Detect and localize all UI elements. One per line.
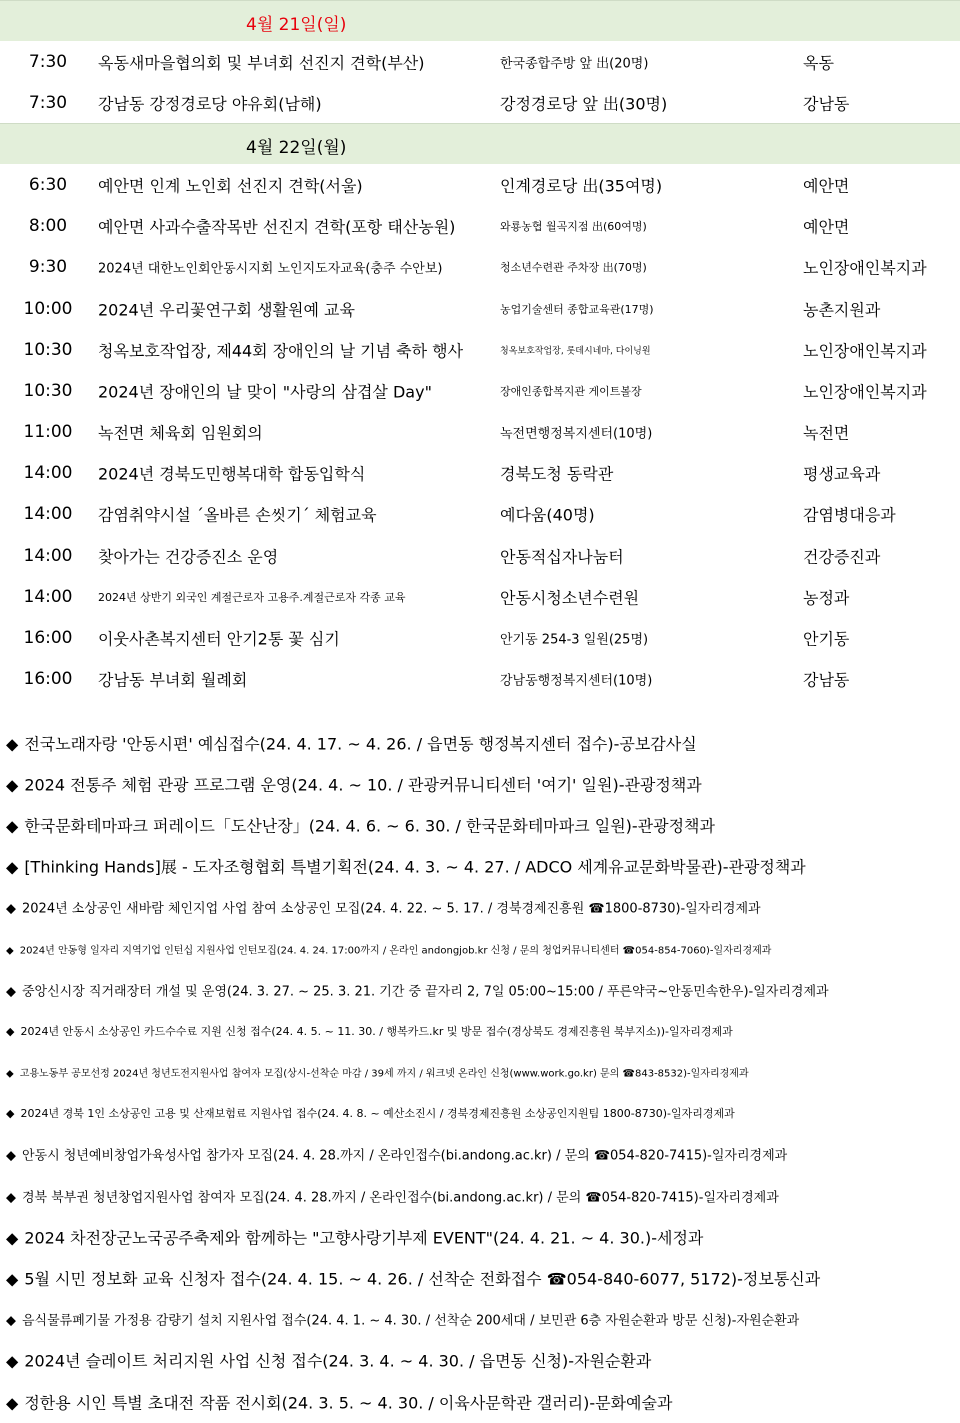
schedule-row — [0, 659, 960, 700]
notice-item — [0, 763, 960, 804]
notice-item — [0, 1299, 960, 1340]
notice-text: 전국노래자랑 '안동시편' 예심접수(24. 4. 17. ~ 4. 26. / 읍면동 행정복지센터 접수)-공보감사실 — [24, 734, 697, 754]
event-department: 예안면 — [803, 176, 850, 196]
event-time: 14:00 — [23, 504, 73, 525]
event-department: 농촌지원과 — [803, 300, 881, 320]
event-place: 안동시청소년수련원 — [500, 588, 640, 608]
notice-text: 정한용 시인 특별 초대전 작품 전시회(24. 3. 5. ~ 4. 30. / 이육사문학관 갤러리)-문화예술과 — [24, 1393, 673, 1413]
schedule-row — [0, 453, 960, 494]
event-department: 강남동 — [803, 94, 850, 114]
notice-item — [0, 1093, 960, 1134]
diamond-bullet-icon: ◆ — [6, 775, 19, 795]
schedule-row — [0, 329, 960, 370]
diamond-bullet-icon: ◆ — [6, 857, 19, 877]
schedule-row — [0, 41, 960, 82]
event-time: 14:00 — [23, 463, 73, 484]
diamond-bullet-icon: ◆ — [6, 816, 19, 836]
notice-item — [0, 1257, 960, 1298]
event-time: 14:00 — [23, 586, 73, 607]
notice-text: 2024년 안동형 일자리 지역기업 인턴십 지원사업 인턴모집(24. 4. 24. 17:00까지 / 온라인 andongjob.kr 신청 / 문의 청업커뮤니티센터 ☎054-854-7060)-일자리경제과 — [19, 945, 772, 957]
event-time: 7:30 — [28, 92, 68, 113]
event-title: 감염취약시설 ´올바른 손씻기´ 체험교육 — [98, 505, 377, 525]
event-title: 2024년 경북도민행복대학 합동입학식 — [98, 464, 366, 484]
event-department: 건강증진과 — [803, 547, 881, 567]
event-time: 7:30 — [28, 51, 68, 72]
notice-item — [0, 1381, 960, 1422]
event-time: 8:00 — [28, 216, 68, 237]
event-place: 경북도청 동락관 — [500, 464, 614, 484]
event-place: 강정경로당 앞 出(30명) — [500, 94, 668, 114]
event-time: 16:00 — [23, 669, 73, 690]
diamond-bullet-icon: ◆ — [6, 1190, 16, 1206]
diamond-bullet-icon: ◆ — [6, 945, 14, 957]
notice-item — [0, 804, 960, 845]
event-title: 강남동 부녀회 월례회 — [98, 670, 248, 690]
event-place: 안기동 254-3 일원(25명) — [500, 632, 649, 648]
schedule-row — [0, 206, 960, 247]
event-department: 안기동 — [803, 629, 850, 649]
notice-item — [0, 1340, 960, 1381]
date-header: 4월 21일(일) — [0, 0, 960, 41]
diamond-bullet-icon: ◆ — [6, 901, 16, 917]
schedule-row — [0, 494, 960, 535]
notice-item — [0, 722, 960, 763]
notice-item — [0, 1010, 960, 1051]
event-place: 예다움(40명) — [500, 505, 595, 525]
notice-item — [0, 846, 960, 887]
event-department: 노인장애인복지과 — [803, 258, 927, 278]
schedule-table — [0, 0, 960, 700]
diamond-bullet-icon: ◆ — [6, 1351, 19, 1371]
notice-text: 2024년 소상공인 새바람 체인지업 사업 참여 소상공인 모집(24. 4. 22. ~ 5. 17. / 경북경제진흥원 ☎1800-8730)-일자리경제과 — [22, 901, 761, 917]
schedule-row — [0, 164, 960, 205]
event-place: 농업기술센터 종합교육관(17명) — [500, 302, 654, 316]
notice-item — [0, 887, 960, 928]
event-place: 청옥보호작업장, 롯데시네마, 다이닝원 — [500, 346, 651, 357]
event-department: 강남동 — [803, 670, 850, 690]
event-place: 한국종합주방 앞 出(20명) — [500, 56, 649, 72]
event-time: 6:30 — [28, 174, 68, 195]
event-department: 녹전면 — [803, 423, 850, 443]
notice-text: 2024 차전장군노국공주축제와 함께하는 "고향사랑기부제 EVENT"(24. 4. 21. ~ 4. 30.)-세정과 — [24, 1228, 704, 1248]
schedule-row — [0, 576, 960, 617]
diamond-bullet-icon: ◆ — [6, 1313, 16, 1329]
event-department: 노인장애인복지과 — [803, 341, 927, 361]
event-place: 장애인종합복지관 게이트볼장 — [500, 384, 642, 398]
diamond-bullet-icon: ◆ — [6, 1068, 14, 1080]
notice-text: 고용노동부 공모선정 2024년 청년도전지원사업 참여자 모집(상시-선착순 마감 / 39세 까지 / 워크넷 온라인 신청(www.work.go.kr) 문의 ☎843-8532)-일자리경제과 — [19, 1068, 749, 1080]
event-title: 강남동 강정경로당 야유회(남해) — [98, 94, 322, 114]
event-title: 예안면 인계 노인회 선진지 견학(서울) — [98, 176, 363, 196]
notice-text: 한국문화테마파크 퍼레이드「도산난장」(24. 4. 6. ~ 6. 30. / 한국문화테마파크 일원)-관광정책과 — [24, 816, 715, 836]
diamond-bullet-icon: ◆ — [6, 1228, 19, 1248]
event-department: 농정과 — [803, 588, 850, 608]
diamond-bullet-icon: ◆ — [6, 734, 19, 754]
event-time: 9:30 — [28, 257, 68, 278]
notice-text: 2024 전통주 체험 관광 프로그램 운영(24. 4. ~ 10. / 관광커뮤니티센터 '여기' 일원)-관광정책과 — [24, 775, 702, 795]
event-title: 2024년 대한노인회안동시지회 노인지도자교육(충주 수안보) — [98, 261, 443, 277]
diamond-bullet-icon: ◆ — [6, 1024, 15, 1038]
event-department: 감염병대응과 — [803, 505, 896, 525]
event-time: 16:00 — [23, 628, 73, 649]
schedule-row — [0, 535, 960, 576]
event-title: 찾아가는 건강증진소 운영 — [98, 547, 279, 567]
notice-text: 음식물류폐기물 가정용 감량기 설치 지원사업 접수(24. 4. 1. ~ 4. 30. / 선착순 200세대 / 보민관 6층 자원순환과 방문 신청)-자원순환과 — [22, 1313, 800, 1329]
notice-item — [0, 969, 960, 1010]
diamond-bullet-icon: ◆ — [6, 984, 16, 1000]
diamond-bullet-icon: ◆ — [6, 1269, 19, 1289]
diamond-bullet-icon: ◆ — [6, 1393, 19, 1413]
event-title: 이웃사촌복지센터 안기2통 꽃 심기 — [98, 629, 340, 649]
notice-item — [0, 1052, 960, 1093]
event-department: 노인장애인복지과 — [803, 382, 927, 402]
schedule-row — [0, 412, 960, 453]
notice-text: 2024년 슬레이트 처리지원 사업 신청 접수(24. 3. 4. ~ 4. 30. / 읍면동 신청)-자원순환과 — [24, 1351, 652, 1371]
event-title: 2024년 장애인의 날 맞이 "사랑의 삼겹살 Day" — [98, 382, 432, 402]
event-time: 14:00 — [23, 545, 73, 566]
event-department: 옥동 — [803, 53, 834, 73]
event-title: 예안면 사과수출작목반 선진지 견학(포항 태산농원) — [98, 217, 456, 237]
event-department: 예안면 — [803, 217, 850, 237]
event-place: 안동적십자나눔터 — [500, 547, 624, 567]
notice-text: 2024년 안동시 소상공인 카드수수료 지원 신청 접수(24. 4. 5. ~ 11. 30. / 행복카드.kr 및 방문 접수(경상북도 경제진흥원 북부지소))-일자리경제과 — [20, 1024, 733, 1038]
schedule-row — [0, 617, 960, 658]
notice-list — [0, 722, 960, 1422]
event-place: 청소년수련관 주차장 出(70명) — [500, 261, 647, 275]
event-time: 10:30 — [23, 339, 73, 360]
event-department: 평생교육과 — [803, 464, 881, 484]
notice-text: 5월 시민 정보화 교육 신청자 접수(24. 4. 15. ~ 4. 26. / 선착순 전화접수 ☎054-840-6077, 5172)-정보통신과 — [24, 1269, 821, 1289]
notice-text: 중앙신시장 직거래장터 개설 및 운영(24. 3. 27. ~ 25. 3. 21. 기간 중 끝자리 2, 7일 05:00~15:00 / 푸른약국~안동민속한우)-일자리경제과 — [22, 984, 829, 1000]
event-place: 녹전면행정복지센터(10명) — [500, 426, 653, 442]
diamond-bullet-icon: ◆ — [6, 1107, 15, 1121]
date-header: 4월 22일(월) — [0, 123, 960, 164]
event-place: 인계경로당 出(35여명) — [500, 176, 663, 196]
notice-text: [Thinking Hands]展 - 도자조형협회 특별기획전(24. 4. 3. ~ 4. 27. / ADCO 세계유교문화박물관)-관광정책과 — [24, 857, 806, 877]
notice-text: 안동시 청년예비창업가육성사업 참가자 모집(24. 4. 28.까지 / 온라인접수(bi.andong.ac.kr) / 문의 ☎054-820-7415)-일자리경제과 — [22, 1148, 788, 1164]
notice-item — [0, 1134, 960, 1175]
diamond-bullet-icon: ◆ — [6, 1148, 16, 1164]
event-title: 청옥보호작업장, 제44회 장애인의 날 기념 축하 행사 — [98, 341, 464, 361]
event-time: 10:30 — [23, 380, 73, 401]
event-title: 2024년 상반기 외국인 계절근로자 고용주.계절근로자 각종 교육 — [98, 590, 406, 604]
event-place: 강남동행정복지센터(10명) — [500, 673, 653, 689]
event-title: 2024년 우리꽃연구회 생활원예 교육 — [98, 300, 355, 320]
notice-item — [0, 928, 960, 969]
notice-item — [0, 1175, 960, 1216]
event-title: 녹전면 체육회 임원회의 — [98, 423, 263, 443]
schedule-row — [0, 370, 960, 411]
notice-item — [0, 1216, 960, 1257]
notice-text: 2024년 경북 1인 소상공인 고용 및 산재보험료 지원사업 접수(24. 4. 8. ~ 예산소진시 / 경북경제진흥원 소상공인지원팀 1800-8730)-일자리경제과 — [20, 1107, 735, 1121]
event-title: 옥동새마을협의회 및 부녀회 선진지 견학(부산) — [98, 53, 425, 73]
schedule-row — [0, 247, 960, 288]
schedule-row — [0, 82, 960, 123]
notice-text: 경북 북부권 청년창업지원사업 참여자 모집(24. 4. 28.까지 / 온라인접수(bi.andong.ac.kr) / 문의 ☎054-820-7415)-일자리경제과 — [22, 1190, 779, 1206]
event-place: 와룡농협 월곡지점 出(60여명) — [500, 220, 647, 234]
event-time: 11:00 — [23, 422, 73, 443]
schedule-row — [0, 288, 960, 329]
event-time: 10:00 — [23, 298, 73, 319]
